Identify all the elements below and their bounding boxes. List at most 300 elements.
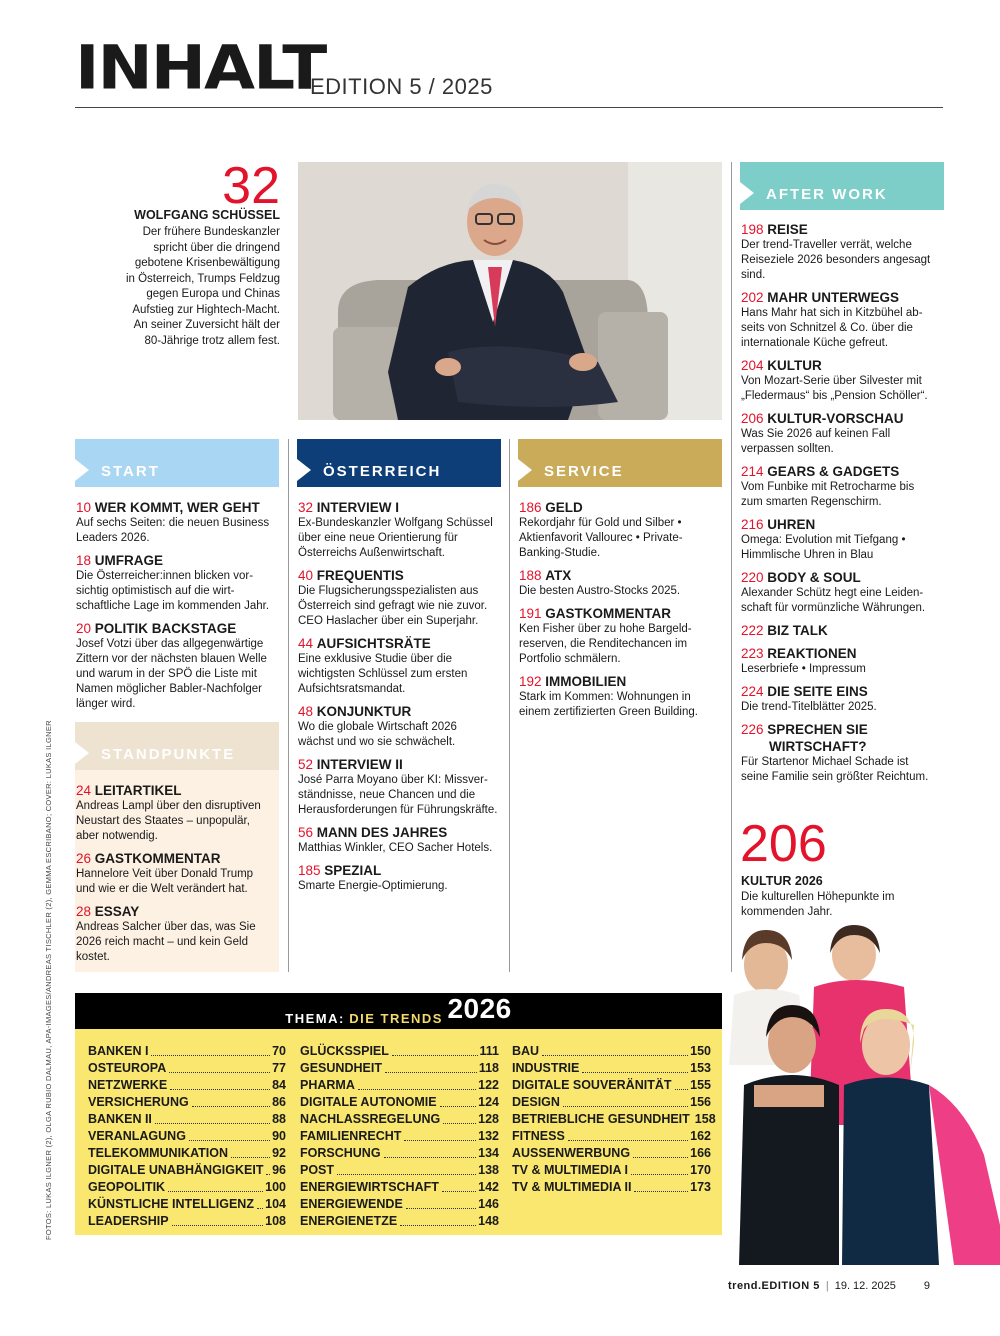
toc-entry[interactable] — [741, 721, 956, 785]
toc-entry[interactable] — [741, 683, 956, 715]
thema-entry-title: INDUSTRIE — [512, 1061, 580, 1075]
toc-entry-page: 198 — [741, 222, 768, 237]
toc-entry-title-cont: WIRTSCHAFT? — [769, 739, 867, 754]
toc-entry-heading — [76, 782, 281, 799]
toc-entry-page: 188 — [519, 568, 546, 583]
thema-entry-page: 134 — [478, 1146, 499, 1160]
toc-entry-description-line: schaftliche Lage im kommenden Jahr. — [76, 600, 270, 612]
section-tab-oesterreich — [297, 439, 501, 487]
hero-text-line: Der frühere Bundeskanzler — [142, 226, 280, 238]
thema-entry-title: OSTEUROPA — [88, 1061, 167, 1075]
thema-entry-leader — [404, 1128, 476, 1141]
thema-entry-title: GEOPOLITIK — [88, 1180, 166, 1194]
toc-entry-description — [76, 569, 281, 614]
toc-entry[interactable] — [519, 499, 729, 561]
thema-entry[interactable] — [512, 1145, 711, 1162]
toc-entry-title: INTERVIEW I — [316, 500, 400, 515]
column-divider — [731, 162, 732, 972]
toc-entry-description-line: Banking-Studie. — [519, 547, 601, 559]
thema-entry[interactable] — [300, 1179, 499, 1196]
thema-entry-title: NACHLASSREGELUNG — [300, 1112, 441, 1126]
toc-entry[interactable] — [298, 824, 508, 856]
thema-entry[interactable] — [88, 1179, 286, 1196]
toc-entry-description — [298, 879, 508, 894]
footer-page-number: 9 — [923, 1280, 930, 1292]
toc-entry-description-line: Matthias Winkler, CEO Sacher Hotels. — [298, 842, 493, 854]
toc-entry-description-line: ständnisse, neue Chancen und die — [298, 789, 476, 801]
toc-entry-description-line: Die besten Austro-Stocks 2025. — [519, 585, 681, 597]
toc-entry-heading — [298, 756, 508, 773]
header-rule — [75, 107, 943, 108]
toc-entry-page: 202 — [741, 290, 768, 305]
toc-entry-page: 226 — [741, 722, 768, 737]
toc-entry-description — [741, 480, 956, 510]
toc-entry-description-line: Omega: Evolution mit Tiefgang • — [741, 534, 906, 546]
section-list-oesterreich — [298, 499, 508, 900]
footer-date: 19. 12. 2025 — [834, 1280, 896, 1292]
toc-entry-page: 192 — [519, 674, 546, 689]
toc-entry-heading — [298, 635, 508, 652]
section-tab-service-label: SERVICE — [544, 463, 624, 480]
toc-entry-description — [741, 586, 956, 616]
toc-entry-description-line: Von Mozart-Serie über Silvester mit — [741, 375, 922, 387]
thema-entry-leader — [568, 1128, 688, 1141]
toc-entry-title: REISE — [767, 222, 808, 237]
toc-entry-description — [298, 720, 508, 750]
toc-entry-title: SPEZIAL — [324, 863, 382, 878]
toc-entry-description — [76, 799, 281, 844]
thema-entry-page: 104 — [265, 1197, 286, 1211]
toc-entry-heading — [298, 499, 508, 516]
toc-entry-heading — [741, 221, 956, 238]
thema-entry-leader — [582, 1060, 688, 1073]
thema-entry[interactable] — [512, 1060, 711, 1077]
thema-entry-leader — [440, 1094, 477, 1107]
thema-entry-leader — [385, 1060, 477, 1073]
thema-entry[interactable] — [88, 1213, 286, 1230]
toc-entry-page: 48 — [298, 704, 317, 719]
thema-entry-page: 86 — [272, 1095, 286, 1109]
toc-entry-description-line: Leserbriefe • Impressum — [741, 663, 866, 675]
thema-entry-page: 111 — [479, 1044, 499, 1058]
toc-entry-heading — [298, 567, 508, 584]
toc-entry-description-line: „Fledermaus“ bis „Pension Schöller“. — [741, 390, 928, 402]
thema-entry-leader — [634, 1179, 688, 1192]
thema-entry-page: 132 — [478, 1129, 499, 1143]
thema-entry-leader — [358, 1077, 476, 1090]
thema-entry-leader — [151, 1043, 270, 1056]
toc-entry-description — [741, 238, 956, 283]
toc-entry-heading — [76, 850, 281, 867]
toc-entry-title: UHREN — [767, 517, 816, 532]
toc-entry-page: 26 — [76, 851, 95, 866]
thema-entry-page: 150 — [690, 1044, 711, 1058]
toc-entry-description-line: aber notwendig. — [76, 830, 158, 842]
thema-box — [75, 1029, 722, 1235]
toc-entry-description-line: Aktienfavorit Vallourec • Private- — [519, 532, 683, 544]
section-tab-standpunkte-label: STANDPUNKTE — [101, 746, 236, 763]
toc-entry-title: KONJUNKTUR — [316, 704, 412, 719]
column-divider — [509, 439, 510, 972]
toc-entry[interactable] — [741, 645, 956, 677]
thema-entry-page: 92 — [272, 1146, 286, 1160]
toc-entry-page: 10 — [76, 500, 95, 515]
toc-entry[interactable] — [76, 903, 281, 965]
thema-entry-leader — [392, 1043, 478, 1056]
thema-entry[interactable] — [300, 1043, 499, 1060]
toc-entry-title: KULTUR-VORSCHAU — [767, 411, 904, 426]
toc-entry-heading — [76, 620, 281, 637]
thema-entry-leader — [563, 1094, 688, 1107]
page-footer: trend.EDITION 5 | 19. 12. 2025 9 — [728, 1280, 930, 1292]
thema-entry-leader — [633, 1145, 688, 1158]
hero-photo — [298, 162, 722, 420]
thema-entry-title: BETRIEBLICHE GESUNDHEIT — [512, 1112, 690, 1126]
thema-column — [300, 1043, 499, 1230]
section-tab-standpunkte — [75, 722, 279, 770]
thema-label-highlight: DIE TRENDS — [349, 1011, 443, 1026]
toc-entry-description-line: Neustart des Staates – unpopulär, — [76, 815, 250, 827]
toc-entry-description-line: Alexander Schütz hegt eine Leiden- — [741, 587, 924, 599]
toc-entry-page: 28 — [76, 904, 95, 919]
toc-entry[interactable] — [741, 289, 956, 351]
thema-entry[interactable] — [300, 1196, 499, 1213]
toc-entry-title: BIZ TALK — [767, 623, 828, 638]
thema-entry-title: BANKEN II — [88, 1112, 152, 1126]
toc-entry[interactable] — [298, 635, 508, 697]
thema-entry[interactable] — [512, 1043, 711, 1060]
thema-entry-leader — [400, 1213, 476, 1226]
column-divider — [288, 439, 289, 972]
toc-entry-page: 185 — [298, 863, 325, 878]
thema-entry-title: AUSSENWERBUNG — [512, 1146, 631, 1160]
thema-entry[interactable] — [512, 1094, 711, 1111]
toc-entry-description — [741, 306, 956, 351]
toc-entry-title: REAKTIONEN — [767, 646, 857, 661]
thema-entry-title: KÜNSTLICHE INTELLIGENZ — [88, 1197, 254, 1211]
thema-column — [512, 1043, 716, 1196]
thema-entry-title: DIGITALE AUTONOMIE — [300, 1095, 437, 1109]
toc-entry-description-line: Reiseziele 2026 besonders angesagt — [741, 254, 931, 266]
toc-entry-description — [298, 841, 508, 856]
thema-entry[interactable] — [88, 1060, 286, 1077]
toc-entry-title: ATX — [545, 568, 572, 583]
thema-entry[interactable] — [512, 1128, 711, 1145]
toc-entry-heading — [298, 703, 508, 720]
toc-entry[interactable] — [741, 463, 956, 510]
toc-entry-description — [76, 920, 281, 965]
thema-entry[interactable] — [88, 1043, 286, 1060]
toc-entry-title: LEITARTIKEL — [94, 783, 182, 798]
toc-entry-heading — [741, 683, 956, 700]
thema-entry-title: TELEKOMMUNIKATION — [88, 1146, 229, 1160]
thema-column — [88, 1043, 286, 1230]
thema-entry[interactable] — [300, 1145, 499, 1162]
photo-credit — [44, 700, 64, 1240]
toc-entry-description — [298, 773, 508, 818]
thema-entry-title: VERANLAGUNG — [88, 1129, 186, 1143]
thema-entry-page: 90 — [272, 1129, 286, 1143]
toc-entry[interactable] — [519, 605, 729, 667]
toc-entry-description-line: länger wird. — [76, 698, 136, 710]
thema-entry-page: 108 — [265, 1214, 286, 1228]
toc-entry-title: GASTKOMMENTAR — [94, 851, 221, 866]
toc-entry-description-line: Der trend-Traveller verrät, welche — [741, 239, 912, 251]
toc-entry-description-line: über eine neue Orientierung für — [298, 532, 458, 544]
toc-entry-page: 224 — [741, 684, 768, 699]
thema-entry-title: GESUNDHEIT — [300, 1061, 382, 1075]
toc-entry-page: 40 — [298, 568, 317, 583]
toc-entry-page: 204 — [741, 358, 768, 373]
kultur-feature-text — [741, 890, 931, 920]
thema-entry[interactable] — [88, 1162, 286, 1179]
section-list-afterwork — [741, 221, 956, 791]
toc-entry[interactable] — [298, 756, 508, 818]
toc-entry[interactable] — [76, 782, 281, 844]
thema-entry[interactable] — [512, 1077, 711, 1094]
thema-entry-title: GLÜCKSSPIEL — [300, 1044, 389, 1058]
section-tab-start — [75, 439, 279, 487]
footer-brand: trend.EDITION 5 — [728, 1280, 820, 1292]
toc-entry-description — [76, 867, 281, 897]
thema-entry-page: 77 — [272, 1061, 286, 1075]
hero-text-line: gegen Europa und Chinas — [146, 288, 280, 300]
toc-entry-description-line: kostet. — [76, 951, 110, 963]
photo-credit-text: FOTOS: LUKAS ILGNER (2), OLGA RUBIO DALMAU, APA-IMAGES/ANDREAS TISCHLER (2), GEMMA ESCRIBANO; COVER: LUKAS ILGNER — [44, 720, 53, 1240]
thema-entry-page: 128 — [478, 1112, 499, 1126]
thema-entry-title: TV & MULTIMEDIA II — [512, 1180, 632, 1194]
toc-entry-page: 186 — [519, 500, 546, 515]
toc-entry-description-line: Ken Fisher über zu hohe Bargeld- — [519, 623, 692, 635]
toc-entry-page: 44 — [298, 636, 317, 651]
thema-entry-leader — [169, 1060, 270, 1073]
thema-entry-title: LEADERSHIP — [88, 1214, 169, 1228]
toc-entry[interactable] — [741, 622, 956, 639]
thema-entry-title: BANKEN I — [88, 1044, 149, 1058]
thema-entry-title: DIGITALE UNABHÄNGIGKEIT — [88, 1163, 264, 1177]
thema-entry[interactable] — [300, 1128, 499, 1145]
toc-entry-heading — [741, 645, 956, 662]
toc-entry-heading — [741, 410, 956, 427]
toc-entry[interactable] — [298, 703, 508, 750]
hero-text-line: spricht über die dringend — [153, 241, 280, 254]
thema-entry-page: 158 — [694, 1112, 716, 1126]
toc-entry-description-line: verpassen sollten. — [741, 443, 834, 455]
toc-entry-title: WER KOMMT, WER GEHT — [94, 500, 260, 515]
toc-entry-description-line: internationale Küche gefreut. — [741, 337, 889, 349]
toc-entry-title: ESSAY — [94, 904, 140, 919]
thema-entry[interactable] — [88, 1196, 286, 1213]
thema-entry[interactable] — [300, 1162, 499, 1179]
toc-entry-heading — [76, 903, 281, 920]
thema-entry-leader — [406, 1196, 476, 1209]
toc-entry-description-line: und warum in der SPÖ die Liste mit — [76, 668, 257, 680]
toc-entry-description-line: und wie er die Welt verändert hat. — [76, 883, 248, 895]
section-tab-oesterreich-label: ÖSTERREICH — [323, 463, 442, 480]
toc-entry[interactable] — [519, 567, 729, 599]
toc-entry-description — [298, 516, 508, 561]
toc-entry[interactable] — [741, 569, 956, 616]
toc-entry-description-line: Rekordjahr für Gold und Silber • — [519, 517, 682, 529]
toc-entry-description-line: Leaders 2026. — [76, 532, 150, 544]
section-tab-afterwork — [740, 162, 944, 210]
toc-entry-description — [741, 427, 956, 457]
toc-entry-description-line: Wo die globale Wirtschaft 2026 — [298, 721, 457, 733]
edition-label: EDITION 5 / 2025 — [310, 74, 493, 99]
toc-entry-description-line: Andreas Lampl über den disruptiven — [76, 800, 261, 812]
toc-entry-page: 18 — [76, 553, 95, 568]
toc-entry-heading — [76, 499, 281, 516]
toc-entry-heading — [519, 567, 729, 584]
thema-entry[interactable] — [300, 1060, 499, 1077]
toc-entry-page: 191 — [519, 606, 546, 621]
thema-entry[interactable] — [88, 1145, 286, 1162]
toc-entry-description-line: Herausforderungen für Führungskräfte. — [298, 804, 498, 816]
thema-entry-title: DESIGN — [512, 1095, 560, 1109]
thema-entry-leader — [443, 1111, 476, 1124]
hero-text — [105, 225, 280, 349]
thema-entry-title: ENERGIENETZE — [300, 1214, 398, 1228]
toc-entry[interactable] — [741, 221, 956, 283]
thema-entry[interactable] — [88, 1094, 286, 1111]
toc-entry-description-line: Österreichs Außenwirtschaft. — [298, 547, 445, 559]
toc-entry-title: INTERVIEW II — [316, 757, 403, 772]
thema-entry-page: 118 — [478, 1061, 499, 1075]
thema-entry-title: BAU — [512, 1044, 540, 1058]
toc-entry-title: GELD — [545, 500, 583, 515]
thema-entry-leader — [442, 1179, 476, 1192]
thema-entry-leader — [168, 1179, 263, 1192]
toc-entry-page: 220 — [741, 570, 768, 585]
toc-entry-description-line: Josef Votzi über das allgegenwärtige — [76, 638, 264, 650]
thema-entry[interactable] — [300, 1094, 499, 1111]
toc-entry-description-line: schaft für vormünzliche Währungen. — [741, 602, 926, 614]
thema-entry[interactable] — [300, 1213, 499, 1230]
toc-entry-description-line: sind. — [741, 269, 766, 281]
thema-entry-leader — [337, 1162, 476, 1175]
toc-entry[interactable] — [76, 620, 281, 712]
thema-label: THEMA: — [285, 1011, 345, 1026]
toc-entry[interactable] — [76, 499, 281, 546]
thema-entry-page: 156 — [690, 1095, 711, 1109]
thema-entry-leader — [675, 1077, 689, 1090]
toc-entry-description — [298, 652, 508, 697]
toc-entry[interactable] — [298, 862, 508, 894]
toc-entry[interactable] — [741, 410, 956, 457]
thema-entry-page: 146 — [478, 1197, 499, 1211]
page-title: INHALT — [75, 32, 326, 104]
thema-entry-page: 142 — [478, 1180, 499, 1194]
toc-entry-title: MAHR UNTERWEGS — [767, 290, 900, 305]
thema-entry-title: ENERGIEWIRTSCHAFT — [300, 1180, 439, 1194]
section-tab-afterwork-label: AFTER WORK — [766, 186, 888, 203]
toc-entry-description-line: sichtig optimistisch auf die wirt- — [76, 585, 235, 597]
toc-entry-description — [76, 637, 281, 712]
thema-entry[interactable] — [300, 1077, 499, 1094]
thema-entry[interactable] — [512, 1179, 711, 1196]
toc-entry-description-line: Hannelore Veit über Donald Trump — [76, 868, 254, 880]
toc-entry[interactable] — [741, 357, 956, 404]
toc-entry-description-line: Portfolio schmälern. — [519, 653, 621, 665]
toc-entry-description-line: seine Familie sein größter Reichtum. — [741, 771, 929, 783]
toc-entry-page: 20 — [76, 621, 95, 636]
toc-entry-description-line: Die Flugsicherungsspezialisten aus — [298, 585, 479, 597]
thema-entry-title: FITNESS — [512, 1129, 565, 1143]
hero-page-number: 32 — [222, 157, 280, 215]
toc-entry-description-line: Für Startenor Michael Schade ist — [741, 756, 909, 768]
kultur-feature-name: KULTUR 2026 — [741, 874, 823, 888]
thema-entry-title: TV & MULTIMEDIA I — [512, 1163, 628, 1177]
toc-entry-page: 214 — [741, 464, 768, 479]
thema-entry[interactable] — [88, 1111, 286, 1128]
toc-entry-description — [741, 700, 956, 715]
thema-entry[interactable] — [512, 1162, 711, 1179]
toc-entry-description — [519, 516, 729, 561]
toc-entry-title: MANN DES JAHRES — [316, 825, 448, 840]
section-list-standpunkte — [76, 782, 281, 971]
toc-entry-heading — [519, 673, 729, 690]
thema-entry[interactable] — [512, 1111, 716, 1128]
kultur-feature-text-line: Die kulturellen Höhepunkte im — [741, 891, 895, 903]
kultur-photo — [714, 925, 1000, 1265]
toc-entry-description-line: Smarte Energie-Optimierung. — [298, 880, 448, 892]
toc-entry[interactable] — [298, 499, 508, 561]
toc-entry-title: BODY & SOUL — [767, 570, 861, 585]
toc-entry-description-line: José Parra Moyano über KI: Missver- — [298, 774, 488, 786]
thema-entry-title: PHARMA — [300, 1078, 355, 1092]
thema-entry-leader — [542, 1043, 688, 1056]
toc-entry-title: FREQUENTIS — [316, 568, 404, 583]
hero-text-line: 80-Jährige trotz allem fest. — [144, 334, 280, 347]
toc-entry-heading — [519, 605, 729, 622]
thema-year: 2026 — [447, 993, 512, 1024]
thema-entry[interactable] — [88, 1077, 286, 1094]
toc-entry-description-line: Namen möglicher Babler-Nachfolger — [76, 683, 262, 695]
toc-entry-description-line: Hans Mahr hat sich in Kitzbühel ab- — [741, 307, 923, 319]
toc-entry-description — [519, 690, 729, 720]
thema-entry-page: 173 — [690, 1180, 711, 1194]
thema-entry-page: 70 — [272, 1044, 286, 1058]
thema-entry[interactable] — [88, 1128, 286, 1145]
toc-entry[interactable] — [519, 673, 729, 720]
thema-entry-leader — [189, 1128, 270, 1141]
thema-entry-page: 138 — [478, 1163, 499, 1177]
toc-entry-description-line: Die Österreicher:innen blicken vor- — [76, 570, 254, 582]
toc-entry-description — [741, 662, 956, 677]
thema-entry[interactable] — [300, 1111, 499, 1128]
toc-entry-heading — [519, 499, 729, 516]
toc-entry-description — [298, 584, 508, 629]
toc-entry[interactable] — [298, 567, 508, 629]
toc-entry-page: 52 — [298, 757, 317, 772]
section-list-service — [519, 499, 729, 726]
toc-entry[interactable] — [741, 516, 956, 563]
toc-entry-description-line: wichtigsten Schlüssel zum ersten — [298, 668, 468, 680]
kultur-feature-text-line: kommenden Jahr. — [741, 906, 833, 918]
toc-entry-heading — [298, 824, 508, 841]
toc-entry-description-line: Was Sie 2026 auf keinen Fall — [741, 428, 891, 440]
hero-name: WOLFGANG SCHÜSSEL — [134, 208, 280, 222]
thema-entry-page: 122 — [478, 1078, 499, 1092]
toc-entry-heading — [741, 516, 956, 533]
toc-entry-page: 206 — [741, 411, 768, 426]
toc-entry-heading — [76, 552, 281, 569]
toc-entry-heading — [741, 721, 956, 738]
toc-entry-title: SPRECHEN SIE — [767, 722, 868, 737]
toc-entry[interactable] — [76, 850, 281, 897]
toc-entry[interactable] — [76, 552, 281, 614]
toc-entry-heading — [741, 569, 956, 586]
